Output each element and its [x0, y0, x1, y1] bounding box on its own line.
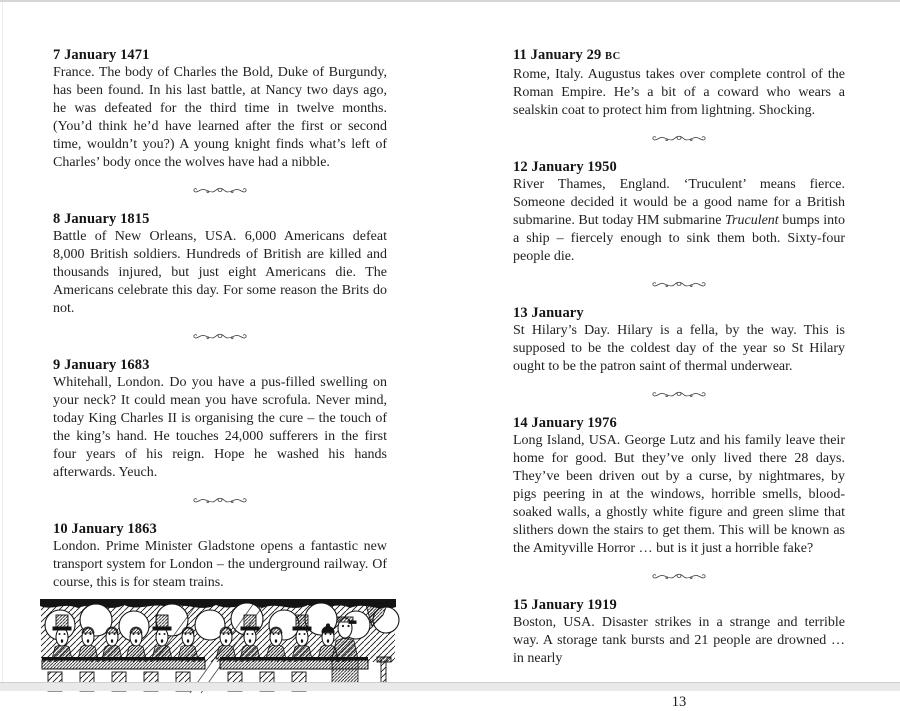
text-run: 7 January 1471	[53, 47, 150, 63]
section-divider	[513, 279, 845, 291]
left-column-entries	[53, 46, 387, 702]
flourish-ornament-icon	[648, 133, 710, 145]
entry-body-text	[513, 176, 845, 266]
entry-body-text	[53, 228, 387, 318]
text-run: BC	[605, 51, 621, 62]
entry-date-heading	[513, 46, 845, 66]
page-top-edge	[0, 0, 900, 2]
text-run: Battle of New Orleans, USA. 6,000 Americans defeat 8,000 British soldiers. Hundreds of British are killed and thousands injured, but just eight Americans die. The Americans celebrate this day. For some reason the Brits do not.	[53, 229, 387, 316]
flourish-ornament-icon	[189, 185, 251, 197]
text-run: 9 January 1683	[53, 357, 150, 373]
text-run: Whitehall, London. Do you have a pus-filled swelling on your neck? It could mean you have scrofula. Never mind, today King Charles II is organising the cure – the touch of the king’s hand. He touches 24,000 sufferers in the first four years of his reign. Hope he washed his hands afterwards. Yeuch.	[53, 375, 387, 480]
text-run: London. Prime Minister Gladstone opens a fantastic new transport system for London – the underground railway. Of course, this is for steam trains.	[53, 539, 387, 590]
flourish-ornament-icon	[648, 571, 710, 583]
page-bottom-edge	[0, 682, 900, 691]
entry-body-text	[53, 374, 387, 482]
entry-body-text	[513, 66, 845, 120]
text-run: River Thames, England. ‘Truculent’ means fierce. Someone decided it would be a good name for a British submarine. But today HM submarine	[513, 177, 845, 228]
text-run: Truculent	[725, 213, 779, 228]
diary-entry	[513, 158, 845, 266]
diary-entry	[53, 356, 387, 482]
section-divider	[53, 495, 387, 507]
section-divider	[513, 571, 845, 583]
text-run: St Hilary’s Day. Hilary is a fella, by the way. This is supposed to be the coldest day of the year so St Hilary ought to be the patron saint of thermal underwear.	[513, 323, 845, 374]
page-gutter	[387, 46, 513, 711]
entry-body-text	[513, 322, 845, 376]
text-run: France. The body of Charles the Bold, Duke of Burgundy, has been found. In his last battle, at Nancy two days ago, he was defeated for the third time in twelve months. (You’d think he’d have learned after the first or second time, wouldn’t you?) A young knight finds what’s left of Charles’ body once the wolves have had a nibble.	[53, 65, 387, 170]
section-divider	[513, 389, 845, 401]
flourish-ornament-icon	[648, 389, 710, 401]
text-run: 8 January 1815	[53, 211, 150, 227]
text-run: 15 January 1919	[513, 597, 617, 613]
text-run: Rome, Italy. Augustus takes over complete control of the Roman Empire. He’s a bit of a coward who wears a sealskin coat to protect him from lightning. Shocking.	[513, 67, 845, 118]
diary-entry	[513, 414, 845, 558]
entry-date-heading	[513, 596, 845, 614]
diary-entry	[513, 596, 845, 668]
entry-date-heading	[53, 356, 387, 374]
text-run: bumps into a ship – fiercely enough to sink them both. Sixty-four people die.	[513, 213, 845, 264]
diary-entry	[53, 46, 387, 172]
flourish-ornament-icon	[648, 279, 710, 291]
text-run: Long Island, USA. George Lutz and his family leave their home for good. But they’ve only lived there 28 days. They’ve been driven out by a curse, by nightmares, by pigs peering in at the windows, horrible smells, blood-soaked walls, a ghostly white figure and green slime that slithers down the stairs to get them. This will be known as the Amityville Horror … but is it just a horrible fake?	[513, 433, 845, 556]
entry-body-text	[513, 432, 845, 558]
entry-date-heading	[513, 158, 845, 176]
diary-entry	[53, 210, 387, 318]
left-page-column	[53, 46, 387, 711]
flourish-ornament-icon	[189, 331, 251, 343]
entry-body-text	[53, 64, 387, 172]
right-column-entries	[513, 46, 845, 668]
entry-date-heading	[53, 46, 387, 64]
page-number: 13	[671, 694, 687, 710]
page-left-edge	[2, 2, 3, 683]
text-run: 10 January 1863	[53, 521, 157, 537]
entry-date-heading	[53, 210, 387, 228]
right-page-column	[513, 46, 845, 711]
entry-body-text	[53, 538, 387, 592]
flourish-ornament-icon	[189, 495, 251, 507]
text-run: 14 January 1976	[513, 415, 617, 431]
section-divider	[53, 185, 387, 197]
text-run: 12 January 1950	[513, 159, 617, 175]
section-divider	[513, 133, 845, 145]
text-run: Boston, USA. Disaster strikes in a strange and terrible way. A storage tank bursts and 21 people are drowned … in nearly	[513, 615, 845, 666]
entry-date-heading	[513, 304, 845, 322]
text-run: 11 January 29	[513, 47, 606, 63]
diary-entry	[513, 304, 845, 376]
entry-date-heading	[513, 414, 845, 432]
text-run: 13 January	[513, 305, 584, 321]
diary-entry	[53, 520, 387, 592]
entry-date-heading	[53, 520, 387, 538]
section-divider	[53, 331, 387, 343]
entry-body-text	[513, 614, 845, 668]
diary-entry	[513, 46, 845, 120]
